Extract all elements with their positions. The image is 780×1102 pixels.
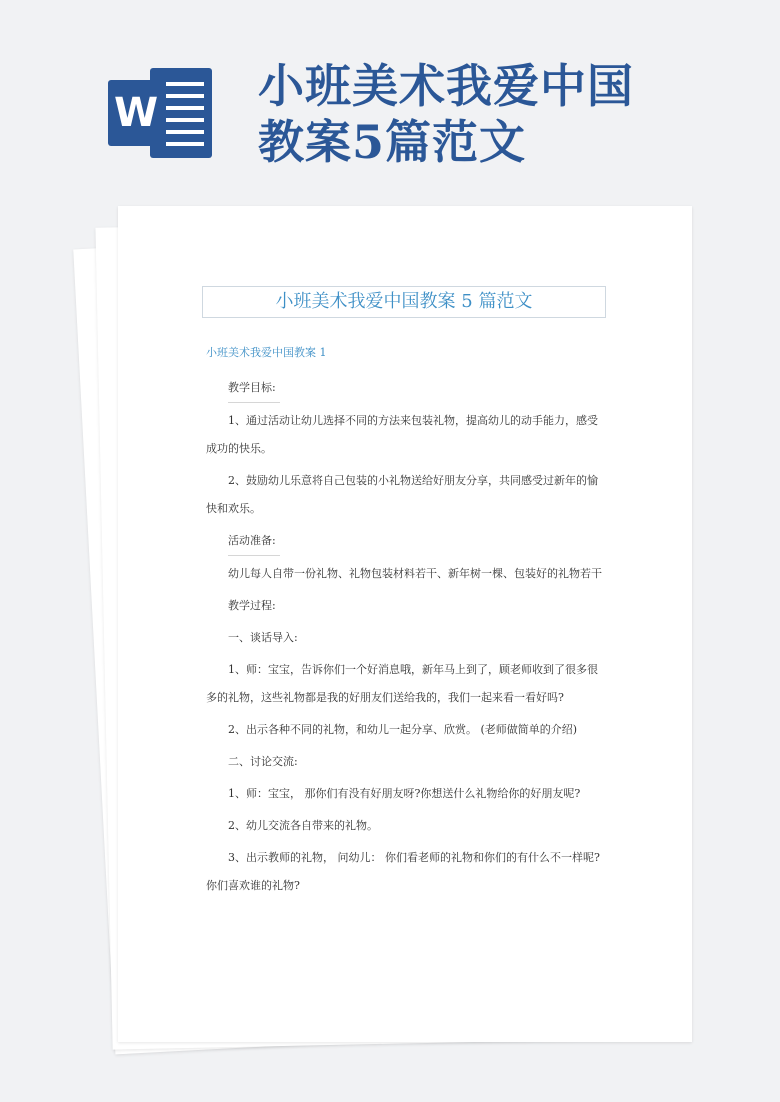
paragraph-preparation: 活动准备: [206, 527, 606, 556]
paragraph-intro: 一、谈话导入: [228, 631, 298, 644]
document-title-line1: 小班美术我爱中国 [258, 59, 634, 113]
paragraph-discussion-3: 3、出示教师的礼物， 问幼儿： 你们看老师的礼物和你们的有什么不一样呢?你们喜欢谁的礼物? [206, 851, 600, 892]
word-document-icon [108, 64, 214, 162]
paragraph-discussion: 二、讨论交流: [228, 755, 298, 768]
section-heading: 小班美术我爱中国教案 1 [206, 346, 327, 359]
header [0, 0, 780, 200]
paragraph-step-2: 2、出示各种不同的礼物，和幼儿一起分享、欣赏。 (老师做简单的介绍) [228, 723, 578, 736]
paragraph-step-1: 1、师：宝宝，告诉你们一个好消息哦，新年马上到了，顾老师收到了很多很多的礼物，这些礼物都是我的好朋友们送给我的，我们一起来看一看好吗? [206, 663, 598, 704]
paragraph-process: 教学过程: [228, 599, 276, 612]
paragraph-goal-2: 2、鼓励幼儿乐意将自己包装的小礼物送给好朋友分享，共同感受过新年的愉快和欢乐。 [206, 474, 598, 515]
document-page [118, 206, 692, 1042]
document-title [258, 58, 738, 170]
page-content [206, 374, 606, 900]
paragraph-materials: 幼儿每人自带一份礼物、礼物包装材料若干、新年树一棵、包装好的礼物若干 [228, 567, 602, 580]
paragraph-discussion-2: 2、幼儿交流各自带来的礼物。 [228, 819, 378, 832]
document-title-line2: 教案5篇范文 [258, 115, 527, 169]
word-w-badge: W [108, 80, 164, 146]
paragraph-discussion-1: 1、师：宝宝， 那你们有没有好朋友呀?你想送什么礼物给你的好朋友呢? [228, 787, 581, 800]
page-title: 小班美术我爱中国教案 5 篇范文 [202, 286, 606, 318]
paragraph-teaching-goals: 教学目标: [206, 374, 606, 403]
paragraph-goal-1: 1、通过活动让幼儿选择不同的方法来包装礼物，提高幼儿的动手能力，感受成功的快乐。 [206, 414, 598, 455]
